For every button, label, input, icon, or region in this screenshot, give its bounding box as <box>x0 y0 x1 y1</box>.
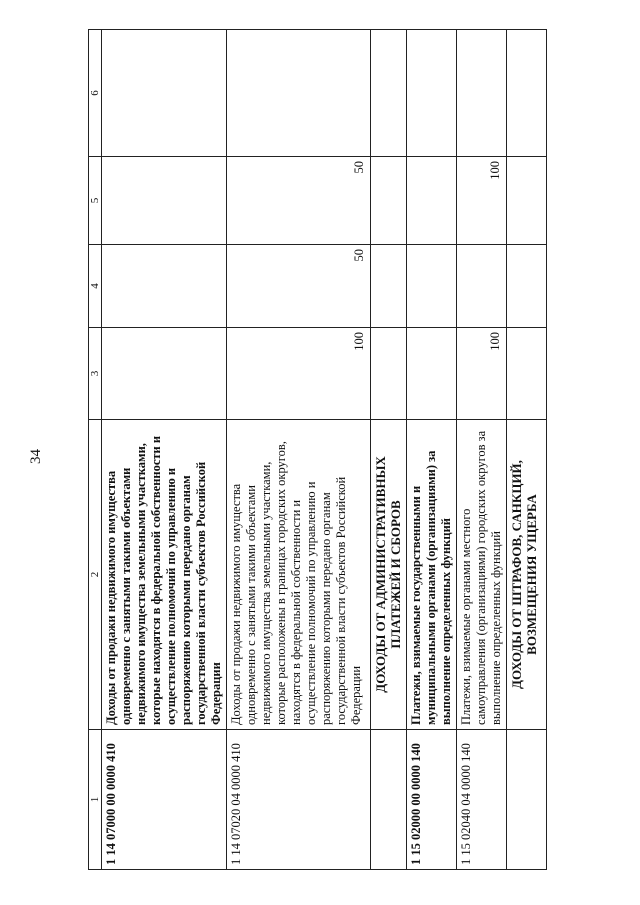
value-cell: 50 <box>227 157 371 245</box>
header-cell: 3 <box>89 328 102 420</box>
revenue-table <box>88 29 547 870</box>
name-cell: Платежи, взимаемые органами местного самоуправления (организациями) городских округов за выполнение определенных функций <box>457 420 507 730</box>
name-cell: Платежи, взимаемые государственными и муниципальными органами (организациями) за выполнение определенных функций <box>407 420 457 730</box>
code-cell <box>507 730 547 870</box>
name-cell: Доходы от продажи недвижимого имущества одновременно с занятыми такими объектами недвижимого имущества земельными участками, которые расположены в границах городских округов, находятся в федеральной собственности и осуществление полномочий по управлению и распоряжению которыми передано органам государственной власти субъектов Российской Федерации <box>227 420 371 730</box>
value-cell <box>102 245 227 328</box>
value-cell: 100 <box>457 157 507 245</box>
value-cell <box>371 245 407 328</box>
value-cell <box>371 328 407 420</box>
value-cell <box>457 30 507 157</box>
header-cell: 1 <box>89 730 102 870</box>
value-cell: 100 <box>457 328 507 420</box>
value-cell <box>371 157 407 245</box>
section-title: ДОХОДЫ ОТ ШТРАФОВ, САНКЦИЙ, ВОЗМЕЩЕНИЯ УЩЕРБА <box>507 420 547 730</box>
value-cell <box>102 157 227 245</box>
table-row <box>457 30 507 870</box>
section-title: ДОХОДЫ ОТ АДМИНИСТРАТИВНЫХ ПЛАТЕЖЕЙ И СБОРОВ <box>371 420 407 730</box>
value-cell <box>407 245 457 328</box>
page-number: 34 <box>28 449 44 464</box>
table-row <box>407 30 457 870</box>
value-cell <box>507 245 547 328</box>
value-cell <box>507 157 547 245</box>
value-cell: 50 <box>227 245 371 328</box>
header-cell: 5 <box>89 157 102 245</box>
header-row <box>89 30 102 870</box>
value-cell: 100 <box>227 328 371 420</box>
code-cell: 1 15 02040 04 0000 140 <box>457 730 507 870</box>
table-row <box>227 30 371 870</box>
value-cell <box>102 30 227 157</box>
value-cell <box>371 30 407 157</box>
value-cell <box>457 245 507 328</box>
value-cell <box>407 328 457 420</box>
header-cell: 4 <box>89 245 102 328</box>
rotated-table-container <box>88 30 539 870</box>
value-cell <box>507 30 547 157</box>
code-cell: 1 14 07020 04 0000 410 <box>227 730 371 870</box>
header-cell: 6 <box>89 30 102 157</box>
value-cell <box>407 157 457 245</box>
value-cell <box>507 328 547 420</box>
value-cell <box>407 30 457 157</box>
code-cell: 1 15 02000 00 0000 140 <box>407 730 457 870</box>
code-cell <box>371 730 407 870</box>
section-row <box>507 30 547 870</box>
value-cell <box>227 30 371 157</box>
section-row <box>371 30 407 870</box>
header-cell: 2 <box>89 420 102 730</box>
name-cell: Доходы от продажи недвижимого имущества одновременно с занятыми такими объектами недвижимого имущества земельными участками, которые находятся в федеральной собственности и осуществление полномочий по управлению и распоряжению которыми передано органам государственной власти субъектов Российской Федерации <box>102 420 227 730</box>
table-row <box>102 30 227 870</box>
code-cell: 1 14 07000 00 0000 410 <box>102 730 227 870</box>
value-cell <box>102 328 227 420</box>
